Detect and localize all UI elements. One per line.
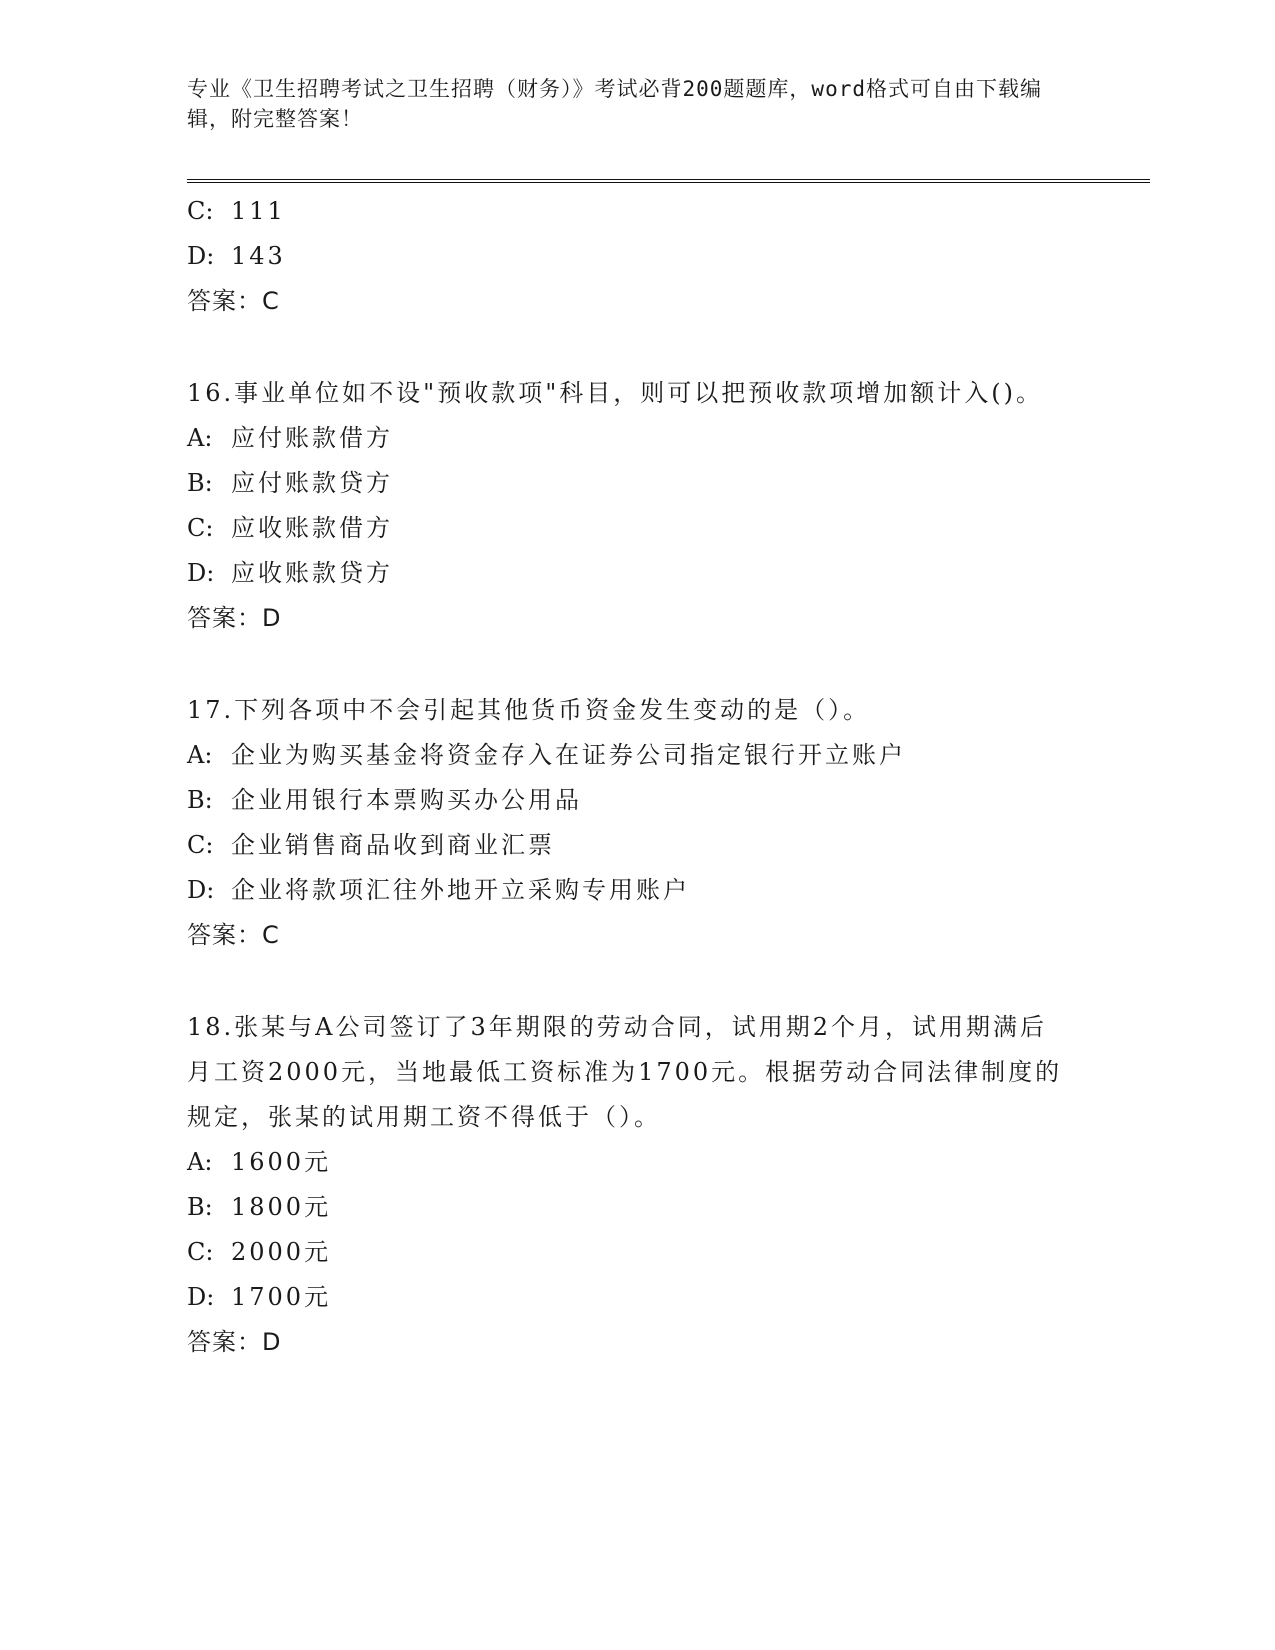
option-a: A: 1600元 (187, 1148, 332, 1176)
option-d: D: 应收账款贷方 (187, 559, 393, 587)
answer-line: 答案：D (187, 1328, 282, 1356)
answer-line: 答案：D (187, 604, 282, 632)
header-divider-bottom (187, 182, 1150, 183)
answer-line: 答案：C (187, 921, 280, 949)
header-divider-top (187, 179, 1150, 180)
document-header: 专业《卫生招聘考试之卫生招聘（财务）》考试必背200题题库，word格式可自由下载编辑，附完整答案！ (187, 77, 1042, 131)
option-d: D: 143 (187, 242, 286, 270)
option-b: B: 企业用银行本票购买办公用品 (187, 786, 582, 814)
option-c: C: 111 (187, 197, 286, 225)
option-d: D: 1700元 (187, 1283, 332, 1311)
option-c: C: 2000元 (187, 1238, 332, 1266)
document-body (187, 189, 1087, 1365)
option-b: B: 1800元 (187, 1193, 332, 1221)
option-c: C: 应收账款借方 (187, 514, 393, 542)
option-a: A: 应付账款借方 (187, 424, 393, 452)
question-16: 16.事业单位如不设"预收款项"科目，则可以把预收款项增加额计入()。 (187, 379, 1043, 407)
question-17: 17.下列各项中不会引起其他货币资金发生变动的是（）。 (187, 696, 871, 724)
option-b: B: 应付账款贷方 (187, 469, 393, 497)
answer-line: 答案：C (187, 287, 280, 315)
option-c: C: 企业销售商品收到商业汇票 (187, 831, 555, 859)
option-a: A: 企业为购买基金将资金存入在证券公司指定银行开立账户 (187, 741, 906, 769)
option-d: D: 企业将款项汇往外地开立采购专用账户 (187, 876, 690, 904)
question-18: 18.张某与A公司签订了3年期限的劳动合同，试用期2个月，试用期满后月工资2000元，当地最低工资标准为1700元。根据劳动合同法律制度的规定，张某的试用期工资不得低于（）。 (187, 1013, 1063, 1131)
